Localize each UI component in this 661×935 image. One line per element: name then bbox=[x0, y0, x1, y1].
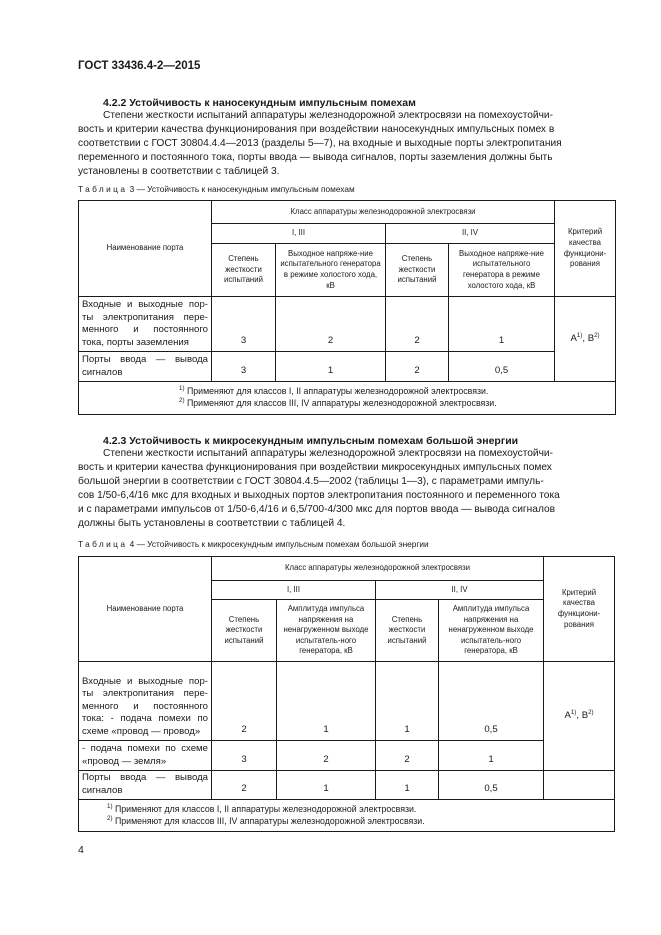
paragraph-line: переменного и постоянного тока, порты ввода — вывода сигналов, порты заземления должны быть bbox=[78, 152, 553, 164]
footnote-mark: 2) bbox=[107, 814, 113, 822]
cell-value: 3 bbox=[212, 297, 276, 352]
header-equipment-class: Класс аппаратуры железнодорожной электросвязи bbox=[212, 557, 544, 581]
table-row bbox=[79, 297, 616, 352]
cell-value: 1 bbox=[277, 662, 376, 741]
paragraph-line: сов 1/50-6,4/16 мкс для входных и выходных портов электропитания постоянного и переменного тока bbox=[78, 490, 560, 502]
cell-value: 2 bbox=[386, 297, 449, 352]
section-4-2-3-text bbox=[78, 447, 583, 532]
header-degree: Степень жесткости испытаний bbox=[376, 600, 439, 662]
header-degree: Степень жесткости испытаний bbox=[386, 244, 449, 297]
footnote-ref: 2) bbox=[588, 708, 594, 716]
cell-value: 2 bbox=[276, 297, 386, 352]
cell-value: 1 bbox=[449, 297, 555, 352]
port-name: Порты ввода — вывода сигналов bbox=[79, 352, 212, 382]
paragraph-line: должны быть установлены в соответствии с таблицей 4. bbox=[78, 518, 346, 530]
footnote-mark: 1) bbox=[107, 802, 113, 810]
cell-value: 0,5 bbox=[449, 352, 555, 382]
header-amplitude: Амплитуда импульса напряжения на ненагруженном выходе испытатель-ного генератора, кВ bbox=[439, 600, 544, 662]
page-number: 4 bbox=[78, 844, 84, 856]
table-row bbox=[79, 662, 615, 741]
header-port-name: Наименование порта bbox=[79, 557, 212, 662]
table-row bbox=[79, 352, 616, 382]
paragraph-line: большой энергии в соответствии с ГОСТ 30804.4.5—2002 (таблицы 1—3), с параметрами импуль- bbox=[78, 476, 544, 488]
caption-text: 4 — Устойчивость к микросекундным импульсным помехам большой энергии bbox=[127, 539, 429, 549]
table-4 bbox=[78, 556, 615, 832]
caption-text: 3 — Устойчивость к наносекундным импульсным помехам bbox=[127, 184, 355, 194]
paragraph-line: Степени жесткости испытаний аппаратуры железнодорожной электросвязи на помехоустойчи- bbox=[103, 110, 554, 121]
footnote-text: Применяют для классов I, II аппаратуры железнодорожной электросвязи. bbox=[112, 803, 417, 814]
cell-value: 2 bbox=[376, 741, 439, 771]
paragraph-line: установлены в соответствии с таблицей 3. bbox=[78, 166, 280, 178]
header-equipment-class: Класс аппаратуры железнодорожной электросвязи bbox=[212, 201, 555, 224]
cell-value: 1 bbox=[376, 771, 439, 800]
footnote-2 bbox=[179, 398, 615, 410]
cell-value: 0,5 bbox=[439, 771, 544, 800]
table-4-caption bbox=[78, 539, 429, 549]
header-criterion: Критерий качества функциони-рования bbox=[555, 201, 616, 297]
header-degree: Степень жесткости испытаний bbox=[212, 600, 277, 662]
separator: , bbox=[582, 332, 588, 344]
table-footnotes bbox=[79, 800, 615, 832]
footnote-text: Применяют для классов III, IV аппаратуры железнодорожной электросвязи. bbox=[184, 398, 497, 408]
section-4-2-2-text bbox=[78, 109, 583, 179]
port-name: Входные и выходные пор-ты электропитания пере-менного и постоянного тока: - подача помехи по схеме «провод — провод» bbox=[79, 662, 212, 741]
caption-label: Таблица bbox=[78, 184, 128, 194]
criterion-value bbox=[544, 662, 615, 771]
cell-value: 0,5 bbox=[439, 662, 544, 741]
separator: , bbox=[576, 709, 582, 721]
header-port-name: Наименование порта bbox=[79, 201, 212, 297]
header-voltage: Выходное напряже-ние испытательного генератора в режиме холостого хода, кВ bbox=[276, 244, 386, 297]
cell-value: 2 bbox=[212, 662, 277, 741]
paragraph-line: и с параметрами импульсов от 1/50-6,4/16 и 6,5/700-4/300 мкс для портов ввода — вывода сигналов bbox=[78, 504, 556, 516]
footnote-text: Применяют для классов I, II аппаратуры железнодорожной электросвязи. bbox=[184, 386, 489, 397]
cell-value: 1 bbox=[376, 662, 439, 741]
table-footnotes bbox=[79, 382, 616, 415]
cell-value: 3 bbox=[212, 741, 277, 771]
footnote-mark: 2) bbox=[179, 397, 185, 404]
criterion-a: A bbox=[570, 332, 577, 344]
paragraph-line: вость и критерии качества функционирования при воздействии наносекундных импульсных помех в bbox=[78, 124, 555, 136]
criterion-b: B bbox=[581, 709, 589, 721]
cell-value: 3 bbox=[212, 352, 276, 382]
cell-value: 1 bbox=[277, 771, 376, 800]
cell-value: 1 bbox=[439, 741, 544, 771]
footnote-ref: 2) bbox=[594, 331, 600, 339]
header-voltage: Выходное напряже-ние испытательного генератора в режиме холостого хода, кВ bbox=[449, 244, 555, 297]
header-class-i-iii: I, III bbox=[212, 581, 376, 600]
footnote-2 bbox=[107, 816, 614, 828]
paragraph-line: Степени жесткости испытаний аппаратуры железнодорожной электросвязи на помехоустойчи- bbox=[103, 448, 554, 459]
section-4-2-3-heading: 4.2.3 Устойчивость к микросекундным импульсным помехам большой энергии bbox=[103, 435, 519, 447]
table-row bbox=[79, 771, 615, 800]
section-4-2-2-heading: 4.2.2 Устойчивость к наносекундным импульсным помехам bbox=[103, 97, 416, 109]
footnote-mark: 1) bbox=[179, 385, 185, 393]
criterion-value bbox=[555, 297, 616, 382]
header-class-i-iii: I, III bbox=[212, 224, 386, 244]
criterion-b: B bbox=[587, 332, 595, 344]
document-header: ГОСТ 33436.4-2—2015 bbox=[78, 60, 201, 72]
header-criterion: Критерий качества функциони-рования bbox=[544, 557, 615, 662]
table-3 bbox=[78, 200, 616, 415]
footnote-1 bbox=[107, 804, 614, 816]
port-name: - подача помехи по схеме «провод — земля» bbox=[79, 741, 212, 771]
header-amplitude: Амплитуда импульса напряжения на ненагруженном выходе испытатель-ного генератора, кВ bbox=[277, 600, 376, 662]
cell-value: 2 bbox=[386, 352, 449, 382]
empty-cell bbox=[544, 771, 615, 800]
table-row bbox=[79, 741, 615, 771]
criterion-a: A bbox=[564, 709, 571, 721]
paragraph-line: вость и критерии качества функционирования при воздействии микросекундных импульсных помех bbox=[78, 462, 552, 474]
paragraph-line: соответствии с ГОСТ 30804.4.4—2013 (разделы 5—7), на входные и выходные порты электропитания bbox=[78, 138, 562, 150]
header-class-ii-iv: II, IV bbox=[386, 224, 555, 244]
cell-value: 2 bbox=[277, 741, 376, 771]
header-degree: Степень жесткости испытаний bbox=[212, 244, 276, 297]
port-name: Порты ввода — вывода сигналов bbox=[79, 771, 212, 800]
port-name: Входные и выходные пор-ты электропитания пере-менного и постоянного тока, порты заземления bbox=[79, 297, 212, 352]
footnote-ref: 1) bbox=[576, 331, 583, 339]
table-3-caption bbox=[78, 184, 355, 194]
cell-value: 1 bbox=[276, 352, 386, 382]
footnote-ref: 1) bbox=[570, 708, 577, 716]
caption-label: Таблица bbox=[78, 539, 128, 549]
cell-value: 2 bbox=[212, 771, 277, 800]
footnote-1 bbox=[179, 386, 615, 398]
header-class-ii-iv: II, IV bbox=[376, 581, 544, 600]
footnote-text: Применяют для классов III, IV аппаратуры железнодорожной электросвязи. bbox=[112, 815, 425, 826]
